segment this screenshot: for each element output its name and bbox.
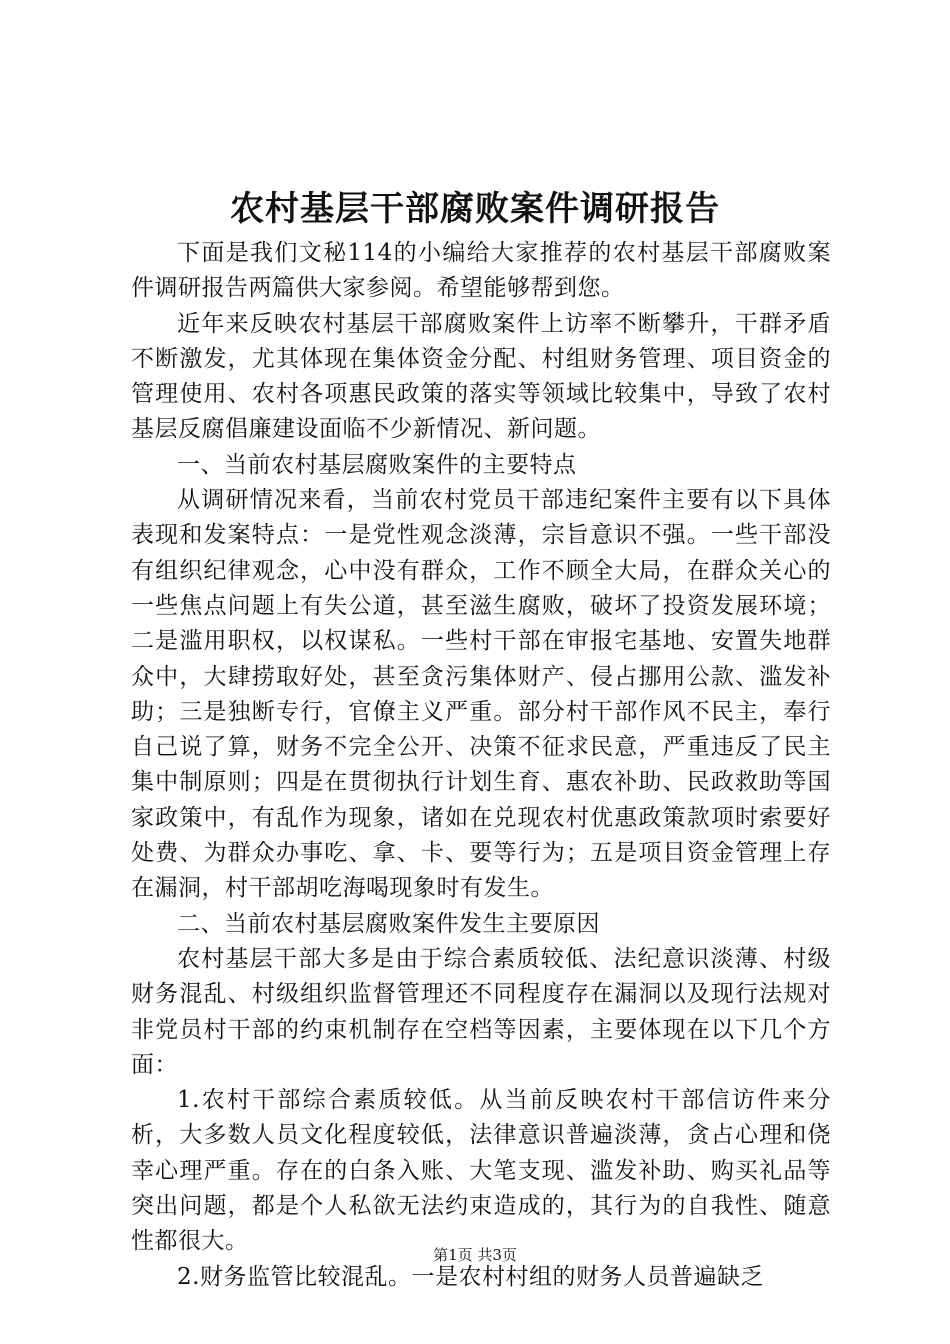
paragraph-causes: 农村基层干部大多是由于综合素质较低、法纪意识淡薄、村级财务混乱、村级组织监督管理还不同程度存在漏洞以及现行法规对非党员村干部的约束机制存在空档等因素，主要体现在以下几个方面： [131,945,831,1078]
document-body [131,236,831,1295]
section-heading-1: 一、当前农村基层腐败案件的主要特点 [177,451,577,478]
section-heading-2: 二、当前农村基层腐败案件发生主要原因 [177,910,600,937]
paragraph-background: 近年来反映农村基层干部腐败案件上访率不断攀升，干群矛盾不断激发，尤其体现在集体资金分配、村组财务管理、项目资金的管理使用、农村各项惠民政策的落实等领域比较集中，导致了农村基层反腐倡廉建设面临不少新情况、新问题。 [131,310,831,443]
paragraph-intro: 下面是我们文秘114的小编给大家推荐的农村基层干部腐败案件调研报告两篇供大家参阅。希望能够帮到您。 [131,240,831,302]
document-title: 农村基层干部腐败案件调研报告 [230,189,720,229]
page-number-footer: 第1页 共3页 [433,1246,517,1264]
paragraph-cause-2: 2.财务监管比较混乱。一是农村村组的财务人员普遍缺乏 [177,1263,764,1290]
paragraph-characteristics: 从调研情况来看，当前农村党员干部违纪案件主要有以下具体表现和发案特点：一是党性观念淡薄，宗旨意识不强。一些干部没有组织纪律观念，心中没有群众，工作不顾全大局，在群众关心的一些焦点问题上有失公道，甚至滋生腐败，破坏了投资发展环境；二是滥用职权，以权谋私。一些村干部在审报宅基地、安置失地群众中，大肆捞取好处，甚至贪污集体财产、侵占挪用公款、滥发补助；三是独断专行，官僚主义严重。部分村干部作风不民主，奉行自己说了算，财务不完全公开、决策不征求民意，严重违反了民主集中制原则；四是在贯彻执行计划生育、惠农补助、民政救助等国家政策中，有乱作为现象，诸如在兑现农村优惠政策款项时索要好处费、为群众办事吃、拿、卡、要等行为；五是项目资金管理上存在漏洞，村干部胡吃海喝现象时有发生。 [131,487,831,902]
paragraph-cause-1: 1.农村干部综合素质较低。从当前反映农村干部信访件来分析，大多数人员文化程度较低，法律意识普遍淡薄，贪占心理和侥幸心理严重。存在的白条入账、大笔支现、滥发补助、购买礼品等突出问题，都是个人私欲无法约束造成的，其行为的自我性、随意性都很大。 [131,1087,831,1255]
